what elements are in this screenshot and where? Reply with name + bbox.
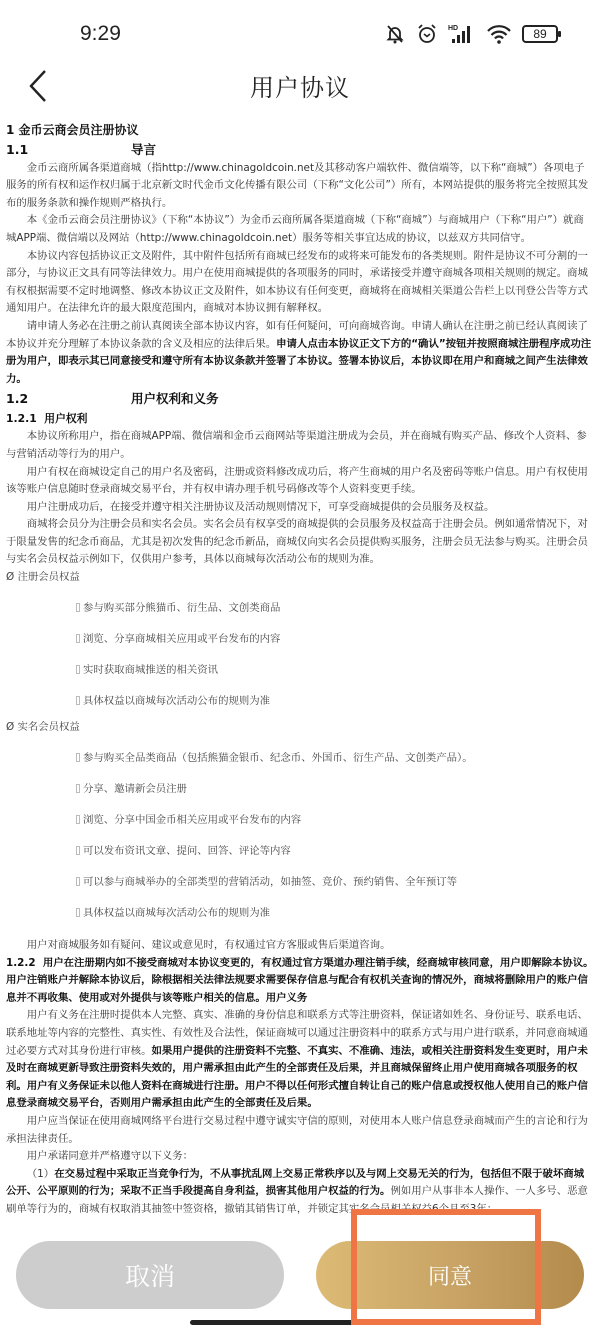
hd-signal-icon: [448, 23, 476, 45]
registered-member-label: Ø 注册会员权益: [6, 571, 80, 584]
page-title: 用户协议: [250, 74, 350, 102]
bullet-icon: [76, 696, 80, 705]
paragraph-bold-text: 申请人点击本协议正文下方的“确认”按钮并按照商城注册程序成功注册为用户，即表示其已同意接受和遵守所有本协议条款并签署了本协议。签署本协议后，本协议即在用户和商城之间产生法律效力。: [6, 337, 592, 385]
paragraph: 用户注册成功后，在接受并遵守相关注册协议及活动规则情况下，可享受商城提供的会员服务及权益。: [26, 500, 495, 513]
bullet-icon: [76, 603, 80, 612]
list-item: 浏览、分享商城相关应用或平台发布的内容: [6, 624, 594, 655]
list-item: 参与购买全品类商品（包括熊猫金银币、纪念币、外国币、衍生产品、文创类产品）。: [6, 743, 594, 774]
list-item: 可以参与商城举办的全部类型的营销活动，如抽签、竞价、预约销售、全年预订等: [6, 867, 594, 898]
list-item: 具体权益以商城每次活动公布的规则为准: [6, 898, 594, 929]
paragraph: 用户有义务在注册时提供本人完整、真实、准确的身份信息和联系方式等注册资料，保证诸如姓名、身份证号、联系电话、联系地址等内容的完整性、真实性、有效性及合法性，保证商城可以通过注册资料中的联系方式与用户进行联系，并同意商城通过必要方式对其身份进行审核。如果用户提供的注册资料不完整、不真实、不准确、违法，或相关注册资料发生变更时，用户未及时在商城更新导致注册资料失效的，用户需承担由此产生的全部责任及后果，并且商城保留终止用户使用商城各项服务的权利。用户有义务保证未以他人资料在商城进行注册。用户不得以任何形式擅自转让自己的账户信息或授权他人使用自己的账户信息登录商城交易平台，否则用户需承担由此产生的全部责任及后果。: [6, 1009, 588, 1110]
document-title: 1 金币云商会员注册协议: [6, 123, 139, 137]
section-title: 导言: [131, 141, 157, 157]
bullet-icon: [76, 634, 80, 643]
paragraph-text: 请申请人务必在注册之前认真阅读全部本协议内容，如有任何疑问，可向商城咨询。申请人确认在注册之前已经认真阅读了本协议并充分理解了本协议条款的含义及相应的法律后果。: [6, 319, 588, 350]
list-item: 分享、邀请新会员注册: [6, 774, 594, 805]
paragraph: 用户应当保证在使用商城网络平台进行交易过程中遵守诚实守信的原则，对使用本人账户信息登录商城而产生的言论和行为承担法律责任。: [6, 1115, 588, 1145]
wifi-icon: [486, 23, 512, 45]
section-heading: [6, 140, 594, 160]
cancel-button[interactable]: 取消: [16, 1241, 284, 1309]
paragraph: 用户对商城服务如有疑问、建议或意见时，有权通过官方客服或售后渠道咨询。: [26, 939, 391, 952]
bullet-icon: [76, 908, 80, 917]
paragraph: 商城将会员分为注册会员和实名会员。实名会员有权享受的商城提供的会员服务及权益高于注册会员。例如通常情况下，对于限量发售的纪念币商品，尤其是初次发售的纪念币新品，商城仅向实名会员提供购买服务，注册会员无法参与购买。注册会员与实名会员权益示例如下，仅供用户参考，具体以商城每次活动公布的规则为准。: [6, 518, 588, 566]
home-indicator[interactable]: [190, 1320, 410, 1325]
battery-icon: 89: [522, 25, 558, 43]
list-item: 具体权益以商城每次活动公布的规则为准: [6, 686, 594, 717]
footer-actions: [0, 1214, 600, 1333]
agree-button[interactable]: 同意: [316, 1241, 584, 1309]
list-item: 实时获取商城推送的相关资讯: [6, 655, 594, 686]
subsection-1-2-2: 1.2.2 用户在注册期内如不接受商城对本协议变更的，有权通过官方渠道办理注销手续，经商城审核同意，用户即解除本协议。用户注销账户并解除本协议后，除根据相关法律法规要求需要保存信息与配合有权机关查询的情况外，商城将删除用户的账户信息并不再收集、使用或对外提供与该等账户相关的信息。用户义务: [6, 956, 594, 1004]
paragraph: 本协议所称用户，指在商城APP端、微信端和金币云商网站等渠道注册成为会员，并在商城有购买产品、修改个人资料、参与营销活动等行为的用户。: [6, 430, 587, 460]
list-item: 参与购买部分熊猫币、衍生品、文创类商品: [6, 593, 594, 624]
paragraph: 本《金币云商会员注册协议》（下称“本协议”）为金币云商所属各渠道商城（下称“商城”）与商城用户（下称“用户”）就商城APP端、微信端以及网站（http://www.chinagoldcoin.net）服务等相关事宜达成的协议，以兹双方共同信守。: [6, 214, 584, 244]
bullet-icon: [76, 753, 80, 762]
bullet-icon: [76, 877, 80, 886]
paragraph: 用户有权在商城设定自己的用户名及密码，注册或资料修改成功后，将产生商城的用户名及密码等账户信息。用户有权使用该等账户信息随时登录商城交易平台，并有权申请办理手机号码修改等个人资料变更手续。: [6, 465, 588, 496]
alarm-icon: [416, 23, 438, 45]
section-number: 1.2: [6, 390, 29, 406]
bullet-icon: [76, 846, 80, 855]
bullet-icon: [76, 815, 80, 824]
svg-text:HD: HD: [448, 25, 459, 32]
paragraph: 本协议内容包括协议正文及附件，其中附件包括所有商城已经发布的或将来可能发布的各类规则。附件是协议不可分割的一部分，与协议正文具有同等法律效力。用户在使用商城提供的各项服务的同时，承诺接受并遵守商城各项相关规则的规定。商城有权根据需要不定时地调整、修改本协议正文及附件，如本协议有任何变更，商城将在商城相关渠道公告栏上以刊登公告等方式通知用户。在法律允许的最大限度范围内，商城对本协议拥有解释权。: [6, 249, 588, 315]
mute-icon: [384, 23, 406, 45]
section-number: 1.1: [6, 141, 29, 157]
paragraph: 金币云商所属各渠道商城（指http://www.chinagoldcoin.net及其移动客户端软件、微信端等，以下称“商城”）各项电子服务的所有权和运作权归属于北京新文时代金币文化传播有限公司（下称“文化公司”）所有，本网站提供的服务将完全按照其发布的服务条款和操作规则严格执行。: [6, 161, 589, 209]
subsection-number: 1.2.1: [6, 411, 37, 425]
bullet-icon: [76, 665, 80, 674]
bullet-icon: [76, 784, 80, 793]
paragraph: 用户承诺同意并严格遵守以下义务：: [26, 1150, 194, 1163]
status-icons: [384, 22, 558, 46]
status-bar: [0, 0, 600, 68]
agreement-content[interactable]: [6, 122, 594, 1214]
list-item: 浏览、分享中国金币相关应用或平台发布的内容: [6, 805, 594, 836]
list-item: 可以发布资讯文章、提问、回答、评论等内容: [6, 836, 594, 867]
status-time: 9:29: [80, 22, 121, 45]
paragraph: [6, 318, 594, 388]
subsection-heading: [6, 408, 594, 428]
subsection-title: 用户权利: [44, 411, 88, 425]
duty-item: （1）在交易过程中采取正当竞争行为，不从事扰乱网上交易正常秩序以及与网上交易无关的行为，包括但不限于破坏商城公开、公平原则的行为；采取不正当手段提高自身利益，损害其他用户权益的行为。例如用户从事非本人操作、一人多号、恶意刷单等行为的，商城有权取消其抽签中签资格，撤销其销售订单，并锁定其实名会员相关权益6个月至3年；: [6, 1167, 588, 1214]
header: [0, 60, 600, 110]
section-title: 用户权利和义务: [131, 390, 219, 406]
section-heading: [6, 388, 594, 408]
realname-member-label: Ø 实名会员权益: [6, 721, 80, 734]
